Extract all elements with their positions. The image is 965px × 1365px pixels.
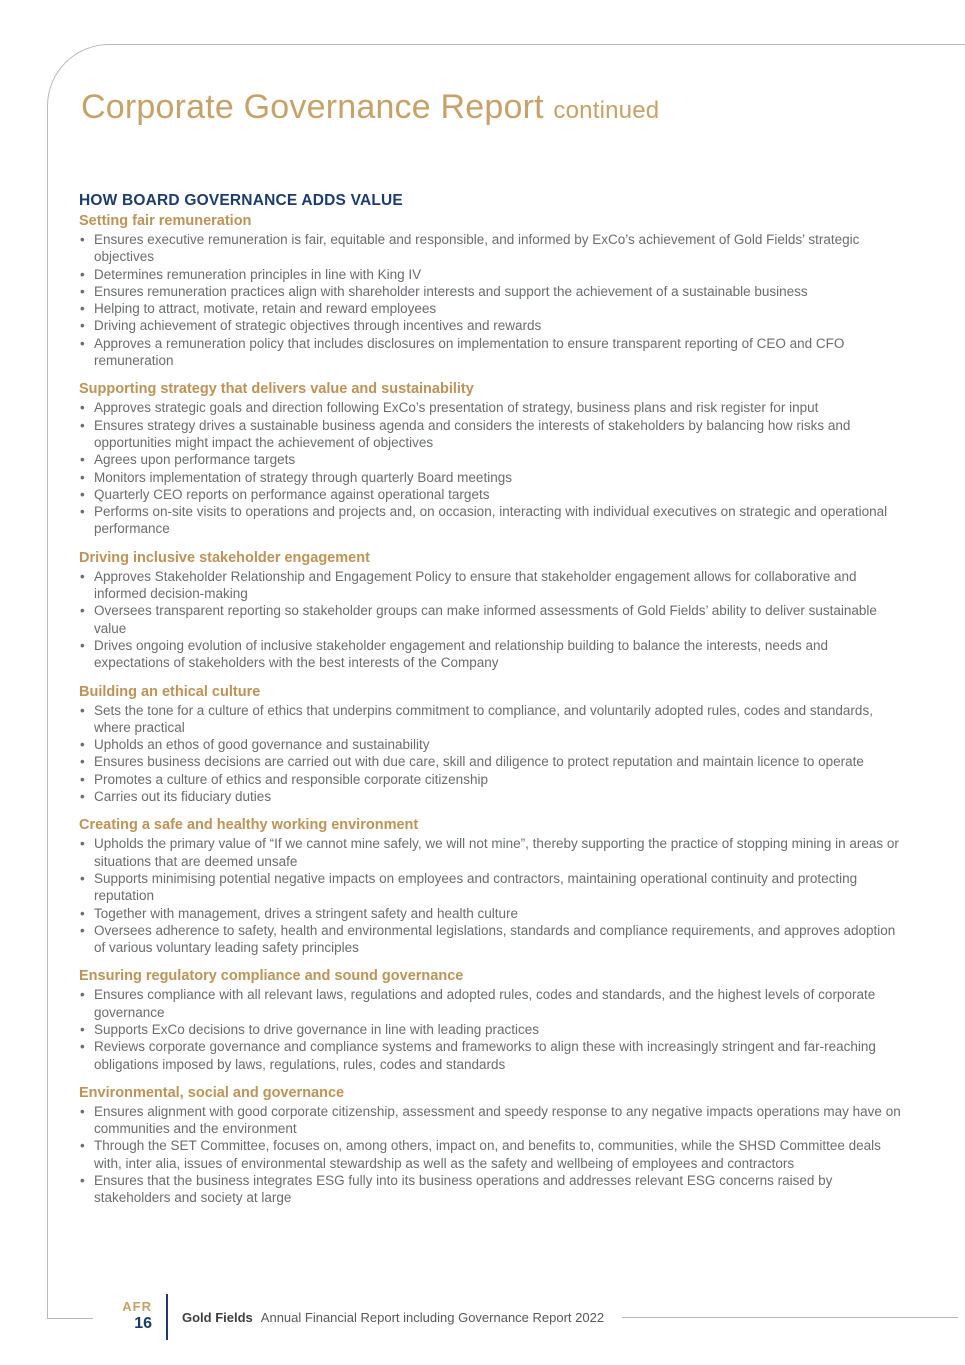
bullet-item: • Ensures executive remuneration is fair, equitable and responsible, and informed by ExCo’s achievement of Gold Fields’ strategic objectives [79, 231, 905, 266]
content-area [79, 192, 905, 1219]
section-heading: Environmental, social and governance [79, 1084, 345, 1101]
section-heading: Setting fair remuneration [79, 213, 252, 229]
bullet-item: • Quarterly CEO reports on performance against operational targets [79, 486, 905, 503]
bullet-item: • Promotes a culture of ethics and responsible corporate citizenship [79, 771, 905, 788]
report-code: AFR [122, 1299, 152, 1315]
section-heading: Supporting strategy that delivers value and sustainability [79, 381, 474, 398]
report-title: Annual Financial Report including Governance Report 2022 [260, 1309, 605, 1325]
bullet-list [79, 702, 905, 806]
bullet-item: • Upholds the primary value of “If we cannot mine safely, we will not mine”, thereby supporting the practice of stopping mining in areas or situations that are deemed unsafe [79, 835, 905, 870]
page-number: 16 [134, 1315, 152, 1333]
bullet-item: • Supports ExCo decisions to drive governance in line with leading practices [79, 1021, 905, 1038]
bullet-item: • Carries out its fiduciary duties [79, 788, 905, 805]
page-title [81, 88, 659, 127]
bullet-item: • Oversees transparent reporting so stakeholder groups can make informed assessments of Gold Fields’ ability to deliver sustainable value [79, 602, 905, 637]
bullet-item: • Ensures that the business integrates ESG fully into its business operations and addresses relevant ESG concerns raised by stakeholders and society at large [79, 1172, 905, 1207]
bullet-list [79, 231, 905, 369]
page-footer [112, 1294, 960, 1340]
bullet-item: • Through the SET Committee, focuses on, among others, impact on, and benefits to, communities, while the SHSD Committee deals with, inter alia, issues of environmental stewardship as well as the safety and wellbeing of employees and contractors [79, 1137, 905, 1172]
bullet-item: • Ensures compliance with all relevant laws, regulations and adopted rules, codes and standards, and the highest levels of corporate governance [79, 986, 905, 1021]
bullet-item: • Performs on-site visits to operations and projects and, on occasion, interacting with individual executives on strategic and operational performance [79, 503, 905, 538]
bullet-item: • Driving achievement of strategic objectives through incentives and rewards [79, 317, 905, 334]
bullet-item: • Ensures remuneration practices align with shareholder interests and support the achievement of a sustainable business [79, 283, 905, 300]
sections [79, 213, 905, 1207]
page-title-continued: continued [553, 97, 660, 124]
bullet-item: • Supports minimising potential negative impacts on employees and contractors, maintaining operational continuity and protecting reputation [79, 870, 905, 905]
company-name: Gold Fields [182, 1309, 253, 1325]
page-reference [112, 1300, 152, 1333]
governance-section [79, 381, 905, 537]
bullet-item: • Approves strategic goals and direction following ExCo’s presentation of strategy, business plans and risk register for input [79, 399, 905, 416]
bullet-list [79, 1103, 905, 1207]
governance-section [79, 1085, 905, 1207]
bullet-item: • Ensures strategy drives a sustainable business agenda and considers the interests of stakeholders by balancing how risks and opportunities might impact the achievement of objectives [79, 417, 905, 452]
bullet-item: • Together with management, drives a stringent safety and health culture [79, 905, 905, 922]
bullet-item: • Agrees upon performance targets [79, 451, 905, 468]
bullet-item: • Approves a remuneration policy that includes disclosures on implementation to ensure transparent reporting of CEO and CFO remuneration [79, 335, 905, 370]
footer-divider [166, 1294, 168, 1340]
bullet-item: • Ensures business decisions are carried out with due care, skill and diligence to protect reputation and maintain licence to operate [79, 753, 905, 770]
section-heading: Building an ethical culture [79, 683, 261, 700]
footer-rule [622, 1317, 958, 1318]
governance-section [79, 550, 905, 672]
main-heading: HOW BOARD GOVERNANCE ADDS VALUE [79, 192, 403, 209]
section-heading: Creating a safe and healthy working environment [79, 817, 419, 834]
bullet-list [79, 399, 905, 537]
governance-section [79, 684, 905, 806]
bullet-item: • Ensures alignment with good corporate citizenship, assessment and speedy response to any negative impacts operations may have on communities and the environment [79, 1103, 905, 1138]
bullet-item: • Oversees adherence to safety, health and environmental legislations, standards and compliance requirements, and approves adoption of various voluntary leading safety principles [79, 922, 905, 957]
page-title-main: Corporate Governance Report [81, 88, 544, 126]
bullet-list [79, 986, 905, 1072]
bullet-item: • Drives ongoing evolution of inclusive stakeholder engagement and relationship building to balance the interests, needs and expectations of stakeholders with the best interests of the Company [79, 637, 905, 672]
bullet-item: • Approves Stakeholder Relationship and Engagement Policy to ensure that stakeholder engagement allows for collaborative and informed decision-making [79, 568, 905, 603]
footer-text [182, 1310, 604, 1325]
bullet-item: • Reviews corporate governance and compliance systems and frameworks to align these with increasingly stringent and far-reaching obligations imposed by laws, regulations, rules, codes and standards [79, 1038, 905, 1073]
governance-section [79, 817, 905, 956]
bullet-item: • Helping to attract, motivate, retain and reward employees [79, 300, 905, 317]
governance-section [79, 968, 905, 1072]
bullet-item: • Monitors implementation of strategy through quarterly Board meetings [79, 469, 905, 486]
section-heading: Ensuring regulatory compliance and sound governance [79, 968, 464, 985]
page-frame-bottom-tail [47, 1318, 93, 1319]
governance-section [79, 213, 905, 369]
bullet-item: • Determines remuneration principles in line with King IV [79, 266, 905, 283]
bullet-item: • Sets the tone for a culture of ethics that underpins commitment to compliance, and voluntarily adopted rules, codes and standards, where practical [79, 702, 905, 737]
bullet-list [79, 568, 905, 672]
bullet-item: • Upholds an ethos of good governance and sustainability [79, 736, 905, 753]
section-heading: Driving inclusive stakeholder engagement [79, 549, 370, 566]
bullet-list [79, 835, 905, 956]
